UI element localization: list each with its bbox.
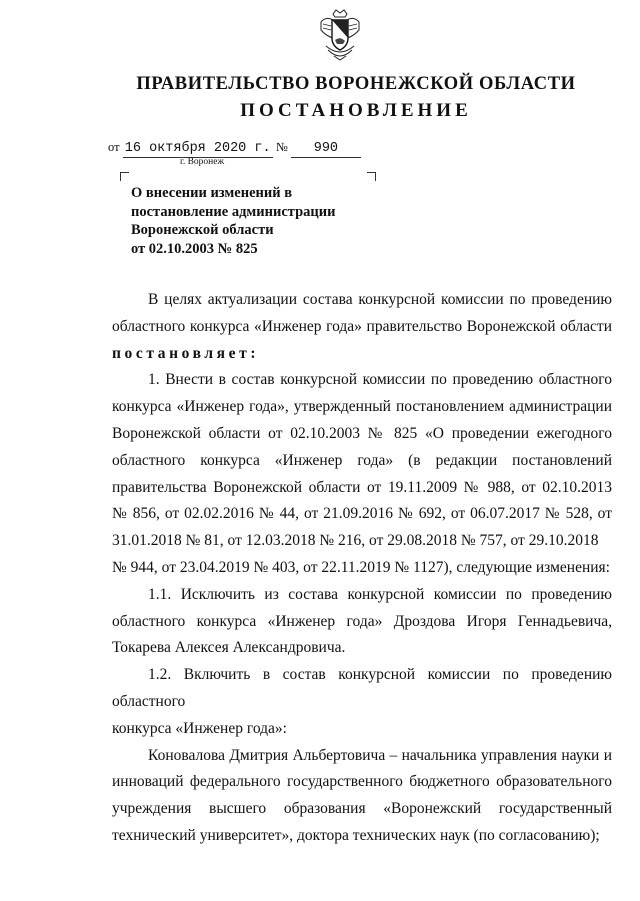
item1-line: правительства Воронежской области от 19.11.2009 № 988, от 02.10.2013 [112,478,612,496]
subject-line: от 02.10.2003 № 825 [131,240,258,257]
item11-line: 1.1. Исключить из состава конкурсной комиссии по проведению [148,585,612,603]
city-label: г. Воронеж [180,157,225,167]
date-prefix: от [108,140,120,154]
subject-corner-right [367,172,376,181]
document-body [112,287,612,850]
item11-line: областного конкурса «Инженер года» Дроздова Игоря Геннадьевича, [112,612,612,630]
item12-line: конкурса «Инженер года»: [112,719,287,737]
item1-line: № 856, от 02.02.2016 № 44, от 21.09.2016 № 692, от 06.07.2017 № 528, от [112,505,612,523]
document-subject [131,184,371,258]
member-line: технический университет», доктора технических наук (по согласованию); [112,826,600,844]
item1-line: 1. Внести в состав конкурсной комиссии по проведению областного [148,371,612,389]
item12-line: 1.2. Включить в состав конкурсной комиссии по проведению областного [112,666,612,710]
document-number: 990 [291,142,361,158]
item1-line: Воронежской области от 02.10.2003 № 825 «О проведении ежегодного [112,424,612,442]
member-line: инноваций федерального государственного бюджетного образовательного [112,773,612,791]
date-number-line [108,140,361,158]
government-title: ПРАВИТЕЛЬСТВО ВОРОНЕЖСКОЙ ОБЛАСТИ [136,74,576,94]
intro-line: В целях актуализации состава конкурсной комиссии по проведению [148,291,612,308]
document-type: ПОСТАНОВЛЕНИЕ [240,100,472,121]
item1-line: 31.01.2018 № 81, от 12.03.2018 № 216, от 29.08.2018 № 757, от 29.10.2018 [112,532,599,550]
subject-line: постановление администрации [131,203,336,220]
item1-line: конкурса «Инженер года», утвержденный постановлением администрации [112,398,612,416]
item11-line: Токарева Алексея Александровича. [112,639,346,657]
subject-line: Воронежской области [131,222,274,238]
coat-of-arms-emblem [318,8,362,64]
item1-line: областного конкурса «Инженер года» (в редакции постановлений [112,451,612,469]
member-line: Коновалова Дмитрия Альбертовича – начальника управления науки и [148,746,612,764]
intro-line: областного конкурса «Инженер года» правительство Воронежской области [112,317,612,335]
item1-line: № 944, от 23.04.2019 № 403, от 22.11.2019 № 1127), следующие изменения: [112,558,610,576]
decree-word: постановляет: [112,344,260,362]
document-date: 16 октября 2020 г. [123,142,273,158]
member-line: учреждения высшего образования «Воронежский государственный [112,800,612,818]
subject-corner-left [120,172,129,181]
number-prefix: № [275,140,288,154]
subject-line: О внесении изменений в [131,185,293,201]
